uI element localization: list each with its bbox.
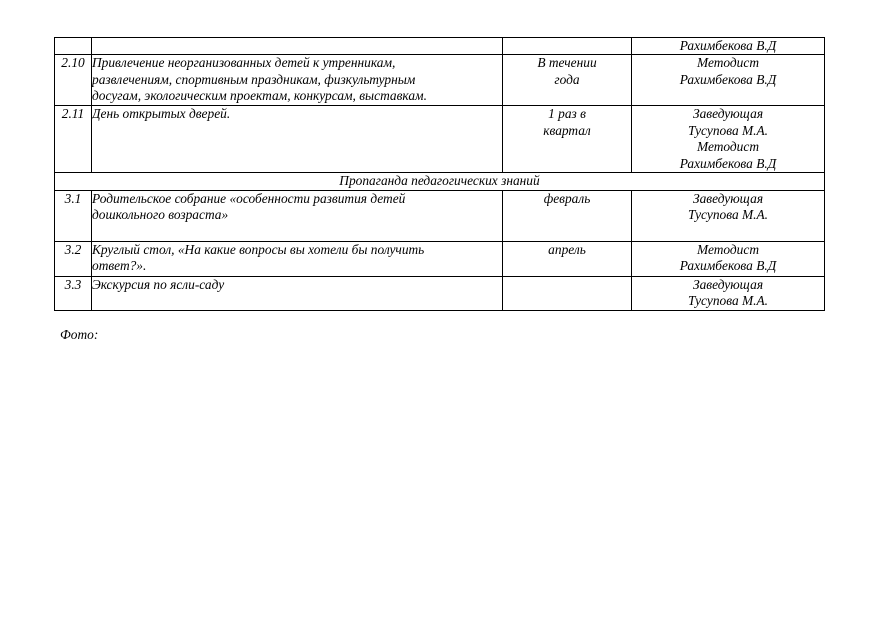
responsible-line: Тусупова М.А. <box>687 293 769 308</box>
event-line: Круглый стол, «На какие вопросы вы хотели бы получить <box>92 241 425 257</box>
event-cell <box>92 190 503 241</box>
responsible-line: Методист <box>696 55 759 70</box>
table-row <box>55 190 825 241</box>
responsible-line: Рахимбекова В.Д <box>679 71 777 87</box>
event-line: ответ?». <box>92 258 147 273</box>
row-number: 3.3 <box>55 276 92 310</box>
row-number: 2.10 <box>55 55 92 106</box>
row-number <box>55 38 92 55</box>
event-cell <box>92 38 503 55</box>
responsible-line: Тусупова М.А. <box>687 122 769 138</box>
term-line: февраль <box>543 190 591 206</box>
responsible-line: Заведующая <box>692 106 764 121</box>
event-cell <box>92 55 503 106</box>
term-cell <box>503 276 632 310</box>
section-heading-row <box>55 173 825 191</box>
responsible-line: Методист <box>696 139 759 154</box>
event-line: Экскурсия по ясли-саду <box>92 276 225 292</box>
table-row <box>55 55 825 106</box>
term-line: года <box>554 71 580 87</box>
event-line: досугам, экологическим проектам, конкурсам, выставкам. <box>92 88 427 103</box>
term-line: апрель <box>548 241 586 257</box>
responsible-line: Методист <box>696 241 759 257</box>
responsible-line: Рахимбекова В.Д <box>679 38 777 53</box>
term-line: 1 раз в <box>548 106 586 121</box>
term-line: квартал <box>543 122 591 138</box>
event-line: Привлечение неорганизованных детей к утренникам, <box>92 55 396 70</box>
event-line: День открытых дверей. <box>92 106 231 121</box>
row-number: 2.11 <box>55 106 92 173</box>
responsible-line: Рахимбекова В.Д <box>679 155 777 171</box>
row-number: 3.1 <box>55 190 92 241</box>
event-cell <box>92 276 503 310</box>
term-cell <box>503 55 632 106</box>
row-number: 3.2 <box>55 241 92 276</box>
responsible-line: Заведующая <box>692 276 764 292</box>
responsible-cell <box>632 106 825 173</box>
term-cell <box>503 38 632 55</box>
responsible-line: Заведующая <box>692 190 764 206</box>
event-line: дошкольного возраста» <box>92 207 229 222</box>
table-row <box>55 241 825 276</box>
term-cell <box>503 190 632 241</box>
event-cell <box>92 241 503 276</box>
table-row <box>55 276 825 310</box>
responsible-line: Тусупова М.А. <box>687 207 769 222</box>
responsible-line: Рахимбекова В.Д <box>679 258 777 273</box>
term-cell <box>503 106 632 173</box>
term-line: В течении <box>537 55 597 70</box>
table-row <box>55 38 825 55</box>
event-cell <box>92 106 503 173</box>
photo-label: Фото: <box>60 327 99 342</box>
section-heading: Пропаганда педагогических знаний <box>55 173 825 191</box>
event-line: развлечениям, спортивным праздникам, физкультурным <box>92 71 416 87</box>
event-line: Родительское собрание «особенности развития детей <box>92 190 406 206</box>
responsible-cell <box>632 276 825 310</box>
table-row <box>55 106 825 173</box>
events-plan-table <box>54 37 825 311</box>
responsible-cell <box>632 38 825 55</box>
responsible-cell <box>632 55 825 106</box>
term-cell <box>503 241 632 276</box>
responsible-cell <box>632 241 825 276</box>
responsible-cell <box>632 190 825 241</box>
